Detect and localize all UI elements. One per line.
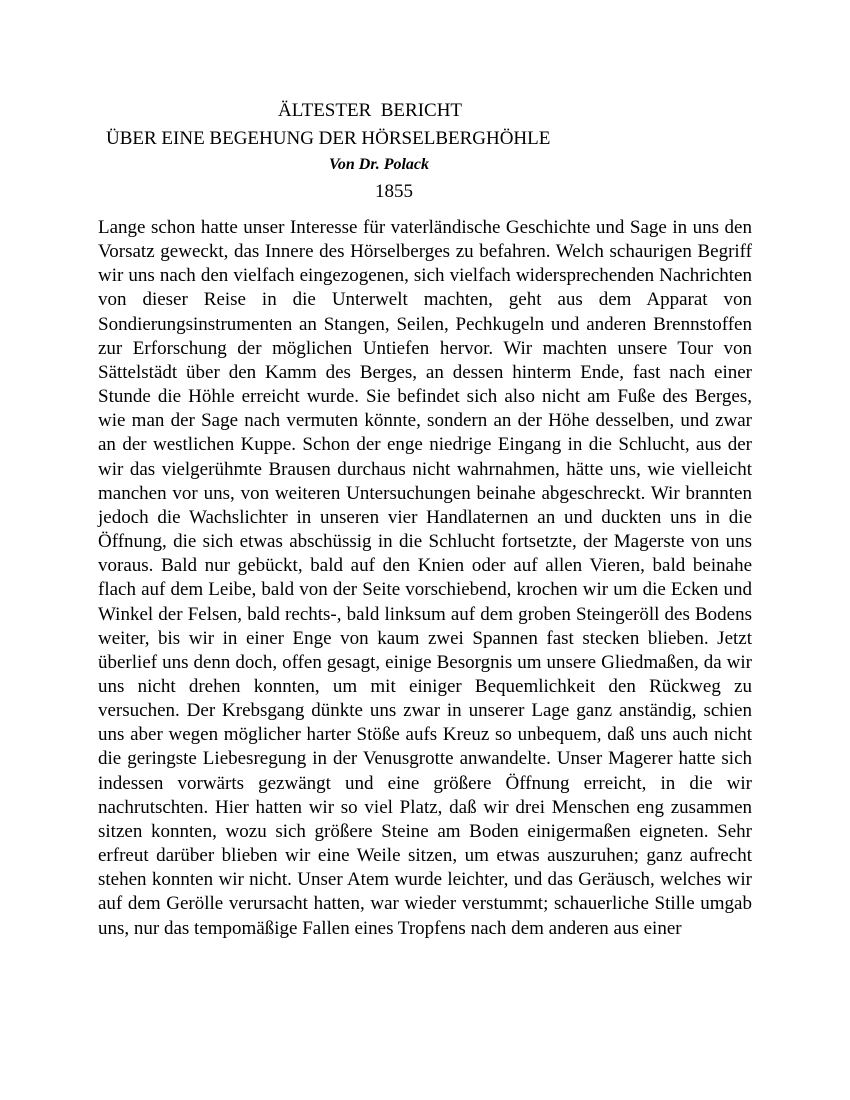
author-byline: Von Dr. Polack xyxy=(329,156,430,173)
title-line-1: ÄLTESTER BERICHT xyxy=(278,100,463,121)
publication-year: 1855 xyxy=(375,181,413,202)
title-line-2: ÜBER EINE BEGEHUNG DER HÖRSELBERGHÖHLE xyxy=(106,128,551,149)
body-paragraph: Lange schon hatte unser Interesse für vaterländische Geschichte und Sage in uns den Vorsatz geweckt, das Innere des Hörselberges zu befahren. Welch schaurigen Begriff wir uns nach den vielfach eingezogenen, sich vielfach widersprechenden Nachrichten von dieser Reise in die Unterwelt machten, geht aus dem Apparat von Sondierungsinstrumenten an Stangen, Seilen, Pechkugeln und anderen Brennstoffen zur Erforschung der möglichen Untiefen hervor. Wir machten unsere Tour von Sättelstädt über den Kamm des Berges, an dessen hinterm Ende, fast nach einer Stunde die Höhle erreicht wurde. Sie befindet sich also nicht am Fuße des Berges, wie man der Sage nach vermuten könnte, sondern an der Höhe desselben, und zwar an der westlichen Kuppe. Schon der enge niedrige Eingang in die Schlucht, aus der wir das vielgerühmte Brausen durchaus nicht wahrnahmen, hätte uns, wie vielleicht manchen vor uns, von weiteren Untersuchungen beinahe abgeschreckt. Wir brannten jedoch die Wachslichter in unseren vier Handlaternen an und duckten uns in die Öffnung, die sich etwas abschüssig in die Schlucht fortsetzte, der Magerste von uns voraus. Bald nur gebückt, bald auf den Knien oder auf allen Vieren, bald beinahe flach auf dem Leibe, bald von der Seite vorschiebend, krochen wir um die Ecken und Winkel der Felsen, bald rechts-, bald linksum auf dem groben Steingeröll des Bodens weiter, bis wir in einer Enge von kaum zwei Spannen fast stecken blieben. Jetzt überlief uns denn doch, offen gesagt, einige Besorgnis um unsere Gliedmaßen, da wir uns nicht drehen konnten, um mit einiger Bequemlichkeit den Rückweg zu versuchen. Der Krebsgang dünkte uns zwar in unserer Lage ganz anständig, schien uns aber wegen möglicher harter Stöße aufs Kreuz so unbequem, daß uns auch nicht die geringste Liebesregung in der Venusgrotte anwandelte. Unser Magerer hatte sich indessen vorwärts gezwängt und eine größere Öffnung erreicht, in die wir nachrutschten. Hier hatten wir so viel Platz, daß wir drei Menschen eng zusammen sitzen konnten, wozu sich größere Steine am Boden einigermaßen eigneten. Sehr erfreut darüber blieben wir eine Weile sitzen, um etwas auszuruhen; ganz aufrecht stehen konnten wir nicht. Unser Atem wurde leichter, und das Geräusch, welches wir auf dem Gerölle verursacht hatten, war wieder verstummt; schauerliche Stille umgab uns, nur das tempomäßige Fallen eines Tropfens nach dem anderen aus einer xyxy=(98,217,752,939)
